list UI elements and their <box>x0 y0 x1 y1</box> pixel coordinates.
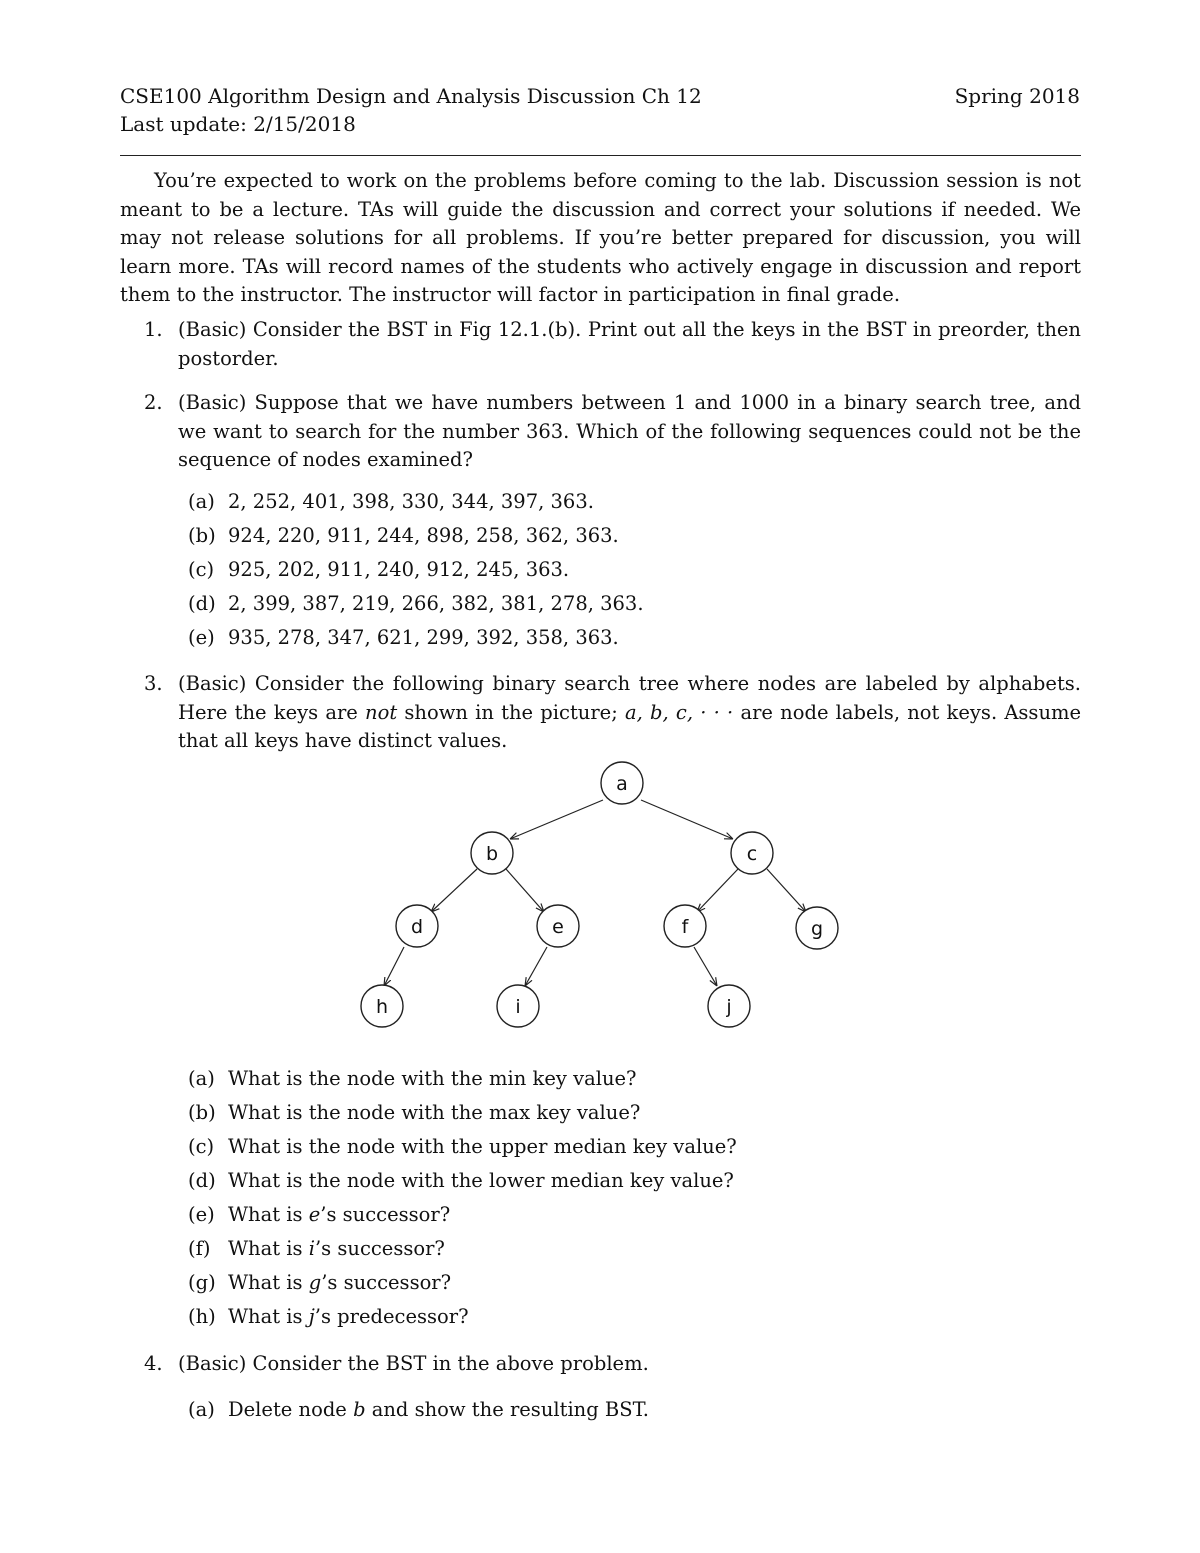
edge-c-g <box>767 869 806 912</box>
problem-number: 2. <box>144 391 163 414</box>
subquestion-text: What is the node with the max key value? <box>228 1101 641 1124</box>
problem-text: (Basic) Consider the BST in Fig 12.1.(b). Print out all the keys in the BST in preorder, then postorder. <box>178 318 1081 370</box>
subquestion-text: What is the node with the min key value? <box>228 1067 637 1090</box>
subquestion-label: (d) <box>188 1169 216 1192</box>
subquestion-label: (a) <box>188 1067 215 1090</box>
subquestion-text <box>228 1398 649 1421</box>
bst-diagram <box>340 755 860 1045</box>
subquestion-post: ’s predecessor? <box>314 1305 469 1328</box>
node-d <box>396 905 438 947</box>
subquestion-post: and show the resulting BST. <box>371 1398 649 1421</box>
edge-b-d <box>431 869 477 912</box>
node-variable: b <box>353 1398 366 1421</box>
subquestion-post: ’s successor? <box>320 1203 451 1226</box>
header-rule <box>120 155 1081 156</box>
edge-c-f <box>697 869 738 912</box>
node-a <box>601 762 643 804</box>
subquestion-label: (b) <box>188 1101 216 1124</box>
option-text: 924, 220, 911, 244, 898, 258, 362, 363. <box>228 524 619 547</box>
node-variable: i <box>308 1237 315 1260</box>
subquestion-text <box>228 1203 450 1226</box>
emphasis-not: not <box>365 700 398 724</box>
option-label: (d) <box>188 592 216 615</box>
node-h <box>361 985 403 1027</box>
node-j <box>708 985 750 1027</box>
subquestion-label: (g) <box>188 1271 216 1294</box>
node-label: b <box>485 843 499 865</box>
problem-text: (Basic) Consider the BST in the above problem. <box>178 1352 649 1375</box>
node-e <box>537 905 579 947</box>
subquestion-pre: What is <box>228 1271 303 1294</box>
subquestion-text <box>228 1305 469 1328</box>
subquestion-text: What is the node with the lower median key value? <box>228 1169 734 1192</box>
header-left <box>120 82 702 138</box>
node-label: h <box>375 996 389 1018</box>
problem-number: 3. <box>144 672 163 695</box>
node-label: f <box>681 916 689 938</box>
intro-text: You’re expected to work on the problems before coming to the lab. Discussion session is not meant to be a lecture. TAs will guide the discussion and correct your solutions if needed. We may not release solutions for all problems. If you’re better prepared for discussion, you will learn more. TAs will record names of the students who actively engage in discussion and report them to the instructor. The instructor will factor in participation in final grade. <box>120 169 1081 306</box>
option-text: 925, 202, 911, 240, 912, 245, 363. <box>228 558 570 581</box>
term-label: Spring 2018 <box>954 84 1080 108</box>
subquestion-label: (h) <box>188 1305 216 1328</box>
problem-text-mid: shown in the picture; <box>404 700 618 724</box>
edge-a-c <box>641 800 733 839</box>
option-text: 2, 399, 387, 219, 266, 382, 381, 278, 363. <box>228 592 644 615</box>
subquestion-label: (e) <box>188 1203 215 1226</box>
subquestion-pre: What is <box>228 1203 303 1226</box>
node-variable: j <box>308 1305 315 1328</box>
option-label: (c) <box>188 558 215 581</box>
node-b <box>471 832 513 874</box>
node-label: c <box>746 843 758 865</box>
problem-4 <box>144 1350 1081 1379</box>
option-text: 2, 252, 401, 398, 330, 344, 397, 363. <box>228 490 594 513</box>
node-label: a <box>616 773 628 795</box>
node-variable: e <box>308 1203 321 1226</box>
node-f <box>664 905 706 947</box>
node-g <box>796 907 838 949</box>
subquestion-label: (c) <box>188 1135 215 1158</box>
intro-paragraph <box>120 167 1081 310</box>
subquestion-label: (f) <box>188 1237 211 1260</box>
subquestion-post: ’s successor? <box>314 1237 445 1260</box>
node-i <box>497 985 539 1027</box>
edge-e-i <box>525 947 547 986</box>
problem-2 <box>144 389 1081 475</box>
subquestion-text <box>228 1237 445 1260</box>
math-node-labels: a, b, c, · · · <box>625 700 734 724</box>
problem-text: (Basic) Suppose that we have numbers between 1 and 1000 in a binary search tree, and we want to search for the number 363. Which of the following sequences could not be the sequence of nodes examined? <box>178 391 1081 471</box>
last-update: Last update: 2/15/2018 <box>120 112 356 136</box>
option-label: (a) <box>188 490 215 513</box>
problem-text-end: are node labels, not keys. Assume that all keys have distinct values. <box>178 700 1082 752</box>
node-variable: g <box>308 1271 322 1294</box>
option-label: (b) <box>188 524 216 547</box>
problem-number: 4. <box>144 1352 163 1375</box>
subquestion-label: (a) <box>188 1398 215 1421</box>
course-title: CSE100 Algorithm Design and Analysis Discussion Ch 12 <box>120 84 702 108</box>
node-label: j <box>726 996 732 1018</box>
node-label: i <box>515 996 521 1018</box>
subquestion-post: ’s successor? <box>321 1271 452 1294</box>
node-label: g <box>810 918 824 940</box>
subquestion-pre: What is <box>228 1237 303 1260</box>
node-label: d <box>410 916 424 938</box>
subquestion-text: What is the node with the upper median key value? <box>228 1135 737 1158</box>
subquestion-pre: What is <box>228 1305 303 1328</box>
problem-text: (Basic) Consider the following binary search tree where nodes are labeled by alphabets. Here the keys are <box>178 672 1081 724</box>
option-text: 935, 278, 347, 621, 299, 392, 358, 363. <box>228 626 619 649</box>
edge-a-b <box>510 800 603 839</box>
problem-number: 1. <box>144 318 163 341</box>
problem-3 <box>144 670 1082 756</box>
edge-f-j <box>694 947 717 986</box>
subquestion-text <box>228 1271 451 1294</box>
edge-d-h <box>384 947 404 986</box>
option-label: (e) <box>188 626 215 649</box>
subquestion-pre: Delete node <box>228 1398 347 1421</box>
node-c <box>731 832 773 874</box>
node-label: e <box>552 916 564 938</box>
problem-1 <box>144 316 1081 373</box>
edge-b-e <box>506 869 544 912</box>
